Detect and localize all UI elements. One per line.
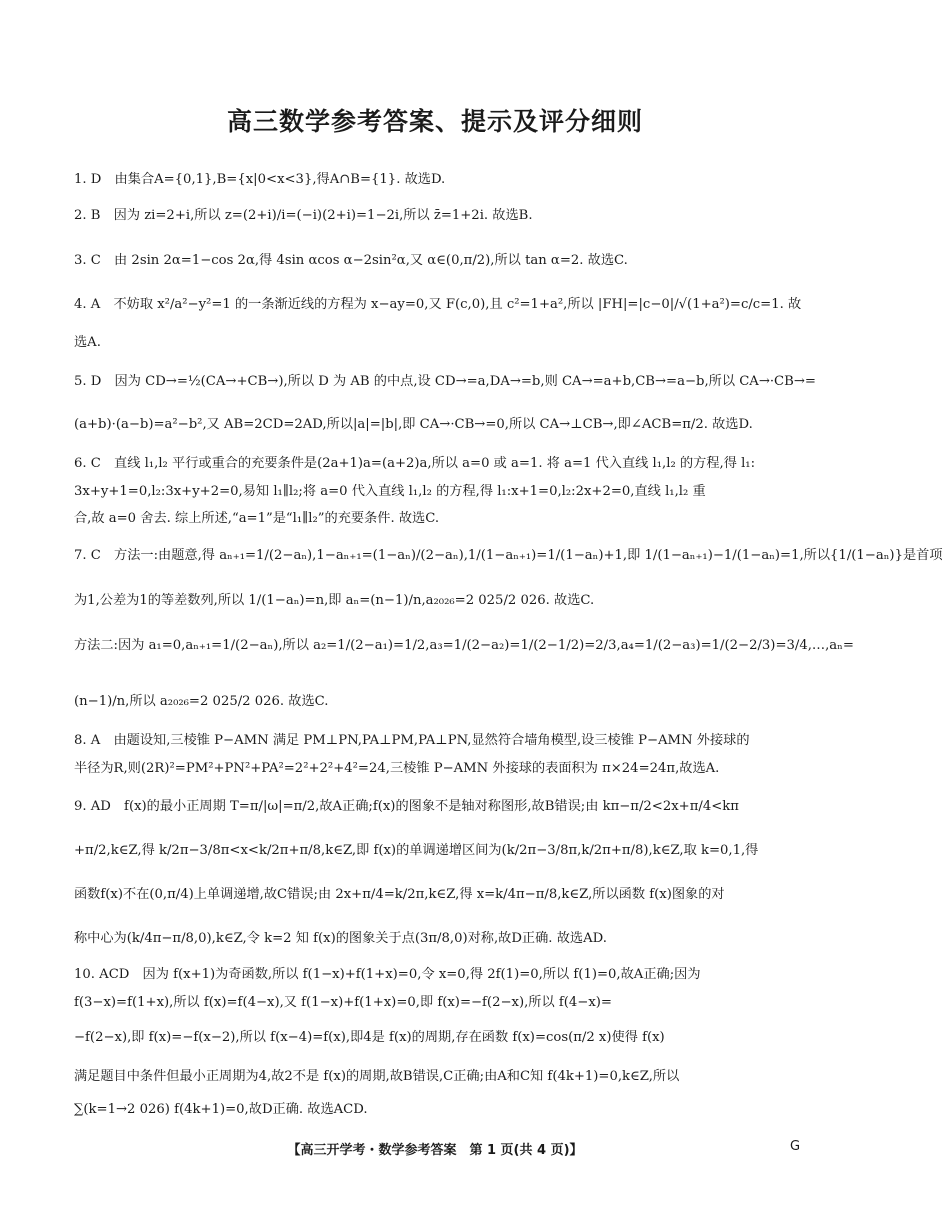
answer-line: 2. B 因为 zi=2+i,所以 z=(2+i)/i=(−i)(2+i)=1−2i,所以 z̄=1+2i. 故选B.: [74, 208, 533, 223]
answer-line: 8. A 由题设知,三棱锥 P−AMN 满足 PM⊥PN,PA⊥PM,PA⊥PN,显然符合墙角模型,设三棱锥 P−AMN 外接球的: [74, 733, 750, 748]
answer-line: 为1,公差为1的等差数列,所以 1/(1−aₙ)=n,即 aₙ=(n−1)/n,a₂₀₂₆=2 025/2 026. 故选C.: [74, 593, 595, 608]
answer-line: 9. AD f(x)的最小正周期 T=π/|ω|=π/2,故A正确;f(x)的图象不是轴对称图形,故B错误;由 kπ−π/2<2x+π/4<kπ: [74, 799, 739, 814]
answer-line: ∑(k=1→2 026) f(4k+1)=0,故D正确. 故选ACD.: [74, 1102, 368, 1117]
answer-line: (n−1)/n,所以 a₂₀₂₆=2 025/2 026. 故选C.: [74, 694, 329, 709]
answer-line: 方法二:因为 a₁=0,aₙ₊₁=1/(2−aₙ),所以 a₂=1/(2−a₁)=1/2,a₃=1/(2−a₂)=1/(2−1/2)=2/3,a₄=1/(2−a₃)=1/(2−2/3)=3/4,…,aₙ=: [74, 638, 854, 653]
answer-line: 10. ACD 因为 f(x+1)为奇函数,所以 f(1−x)+f(1+x)=0,令 x=0,得 2f(1)=0,所以 f(1)=0,故A正确;因为: [74, 967, 701, 982]
answer-line: 称中心为(k/4π−π/8,0),k∈Z,令 k=2 知 f(x)的图象关于点(3π/8,0)对称,故D正确. 故选AD.: [74, 931, 607, 946]
answer-line: 合,故 a=0 舍去. 综上所述,“a=1”是“l₁∥l₂”的充要条件. 故选C.: [74, 511, 440, 526]
answer-line: 1. D 由集合A={0,1},B={x|0<x<3},得A∩B={1}. 故选D.: [74, 172, 446, 187]
answer-line: 3. C 由 2sin 2α=1−cos 2α,得 4sin αcos α−2sin²α,又 α∈(0,π/2),所以 tan α=2. 故选C.: [74, 253, 628, 268]
answer-line: +π/2,k∈Z,得 k/2π−3/8π<x<k/2π+π/8,k∈Z,即 f(x)的单调递增区间为(k/2π−3/8π,k/2π+π/8),k∈Z,取 k=0,1,得: [74, 843, 759, 858]
answer-line: 函数f(x)不在(0,π/4)上单调递增,故C错误;由 2x+π/4=k/2π,k∈Z,得 x=k/4π−π/8,k∈Z,所以函数 f(x)图象的对: [74, 887, 725, 902]
page-title: 高三数学参考答案、提示及评分细则: [226, 107, 643, 136]
answer-line: 5. D 因为 CD→=½(CA→+CB→),所以 D 为 AB 的中点,设 CD→=a,DA→=b,则 CA→=a+b,CB→=a−b,所以 CA→·CB→=: [74, 374, 816, 389]
answer-line: 4. A 不妨取 x²/a²−y²=1 的一条渐近线的方程为 x−ay=0,又 F(c,0),且 c²=1+a²,所以 |FH|=|c−0|/√(1+a²)=c/c=1. 故: [74, 297, 802, 312]
page-footer: 【高三开学考・数学参考答案 第 1 页(共 4 页)】: [287, 1143, 583, 1158]
answer-line: 满足题目中条件但最小正周期为4,故2不是 f(x)的周期,故B错误,C正确;由A和C知 f(4k+1)=0,k∈Z,所以: [74, 1069, 680, 1084]
answer-line: −f(2−x),即 f(x)=−f(x−2),所以 f(x−4)=f(x),即4是 f(x)的周期,存在函数 f(x)=cos(π/2 x)使得 f(x): [74, 1030, 665, 1045]
answer-line: 3x+y+1=0,l₂:3x+y+2=0,易知 l₁∥l₂;将 a=0 代入直线 l₁,l₂ 的方程,得 l₁:x+1=0,l₂:2x+2=0,直线 l₁,l₂ 重: [74, 484, 706, 499]
answer-line: (a+b)·(a−b)=a²−b²,又 AB=2CD=2AD,所以|a|=|b|,即 CA→·CB→=0,所以 CA→⊥CB→,即∠ACB=π/2. 故选D.: [74, 417, 753, 432]
answer-line: 半径为R,则(2R)²=PM²+PN²+PA²=2²+2²+4²=24,三棱锥 P−AMN 外接球的表面积为 π×24=24π,故选A.: [74, 761, 720, 776]
answer-line: 选A.: [74, 335, 101, 350]
answer-line: 7. C 方法一:由题意,得 aₙ₊₁=1/(2−aₙ),1−aₙ₊₁=(1−aₙ)/(2−aₙ),1/(1−aₙ₊₁)=1/(1−aₙ)+1,即 1/(1−aₙ₊₁)−1/(1−aₙ)=1,所以{1/(1−aₙ)}是首项: [74, 548, 943, 563]
version-mark: G: [790, 1139, 801, 1154]
answer-line: 6. C 直线 l₁,l₂ 平行或重合的充要条件是(2a+1)a=(a+2)a,所以 a=0 或 a=1. 将 a=1 代入直线 l₁,l₂ 的方程,得 l₁:: [74, 456, 756, 471]
answer-line: f(3−x)=f(1+x),所以 f(x)=f(4−x),又 f(1−x)+f(1+x)=0,即 f(x)=−f(2−x),所以 f(4−x)=: [74, 995, 612, 1010]
